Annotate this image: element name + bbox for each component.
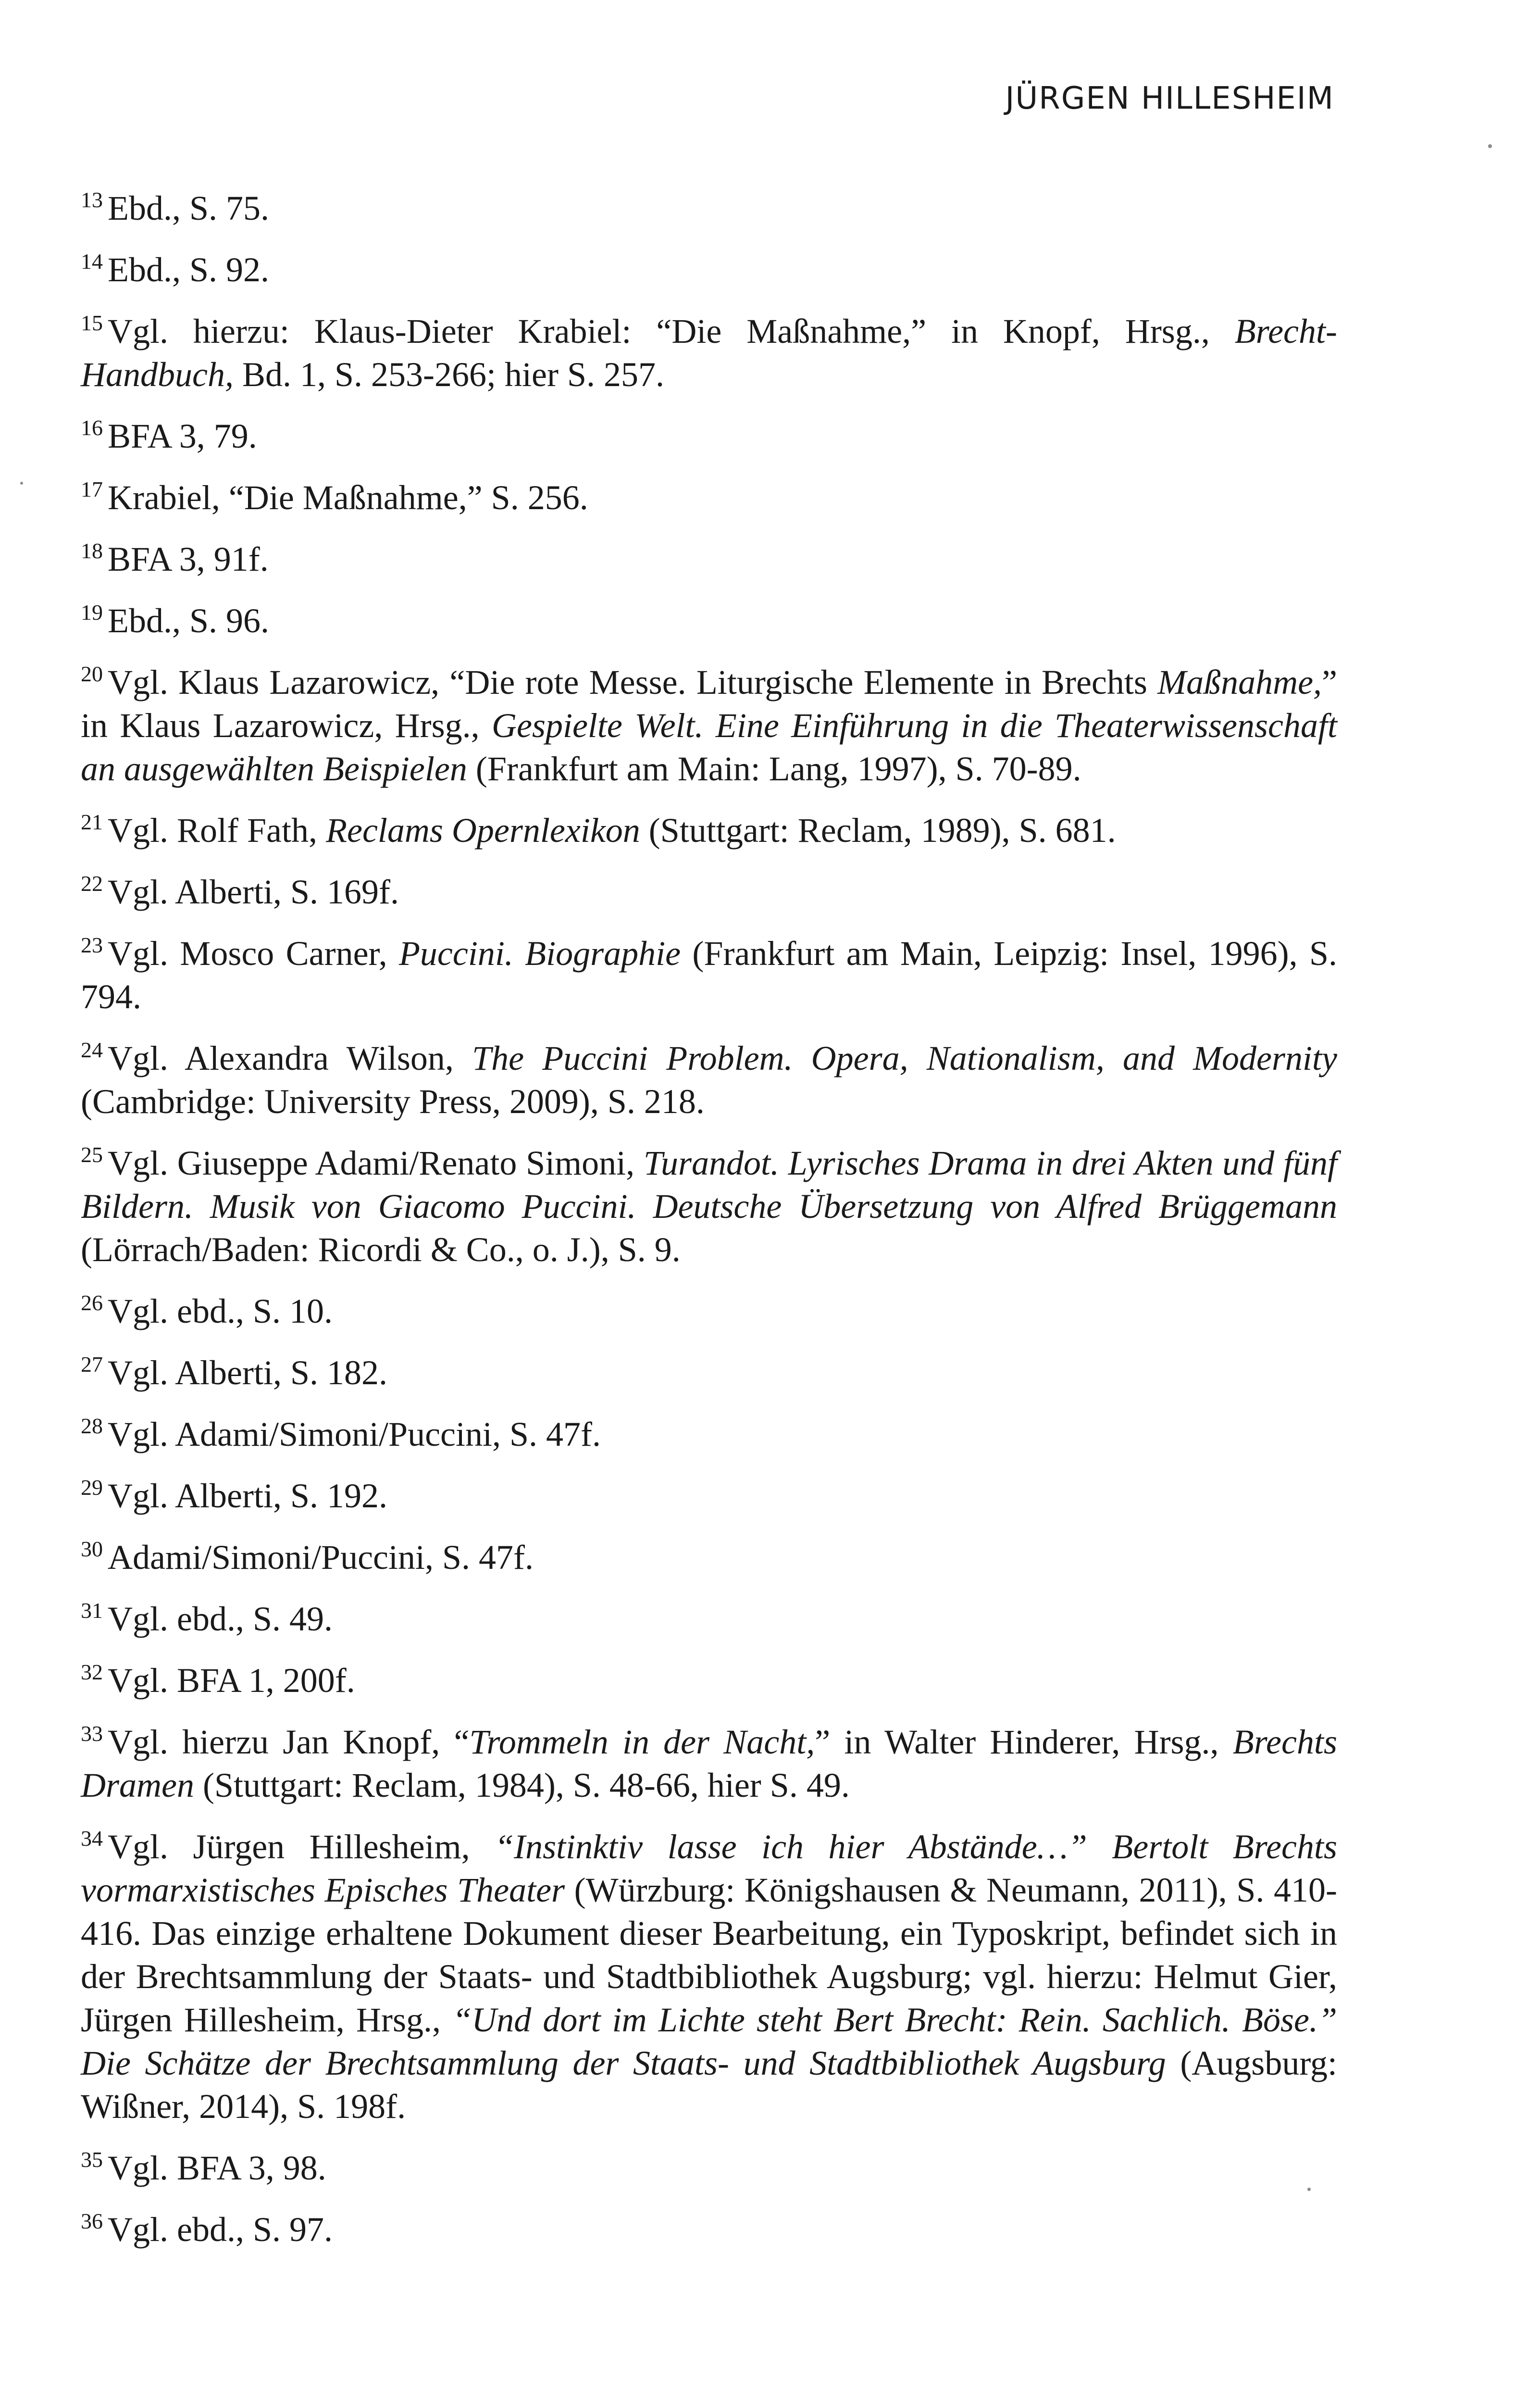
- endnote-31: [81, 1597, 1337, 1640]
- endnote-28: [81, 1413, 1337, 1456]
- endnote-19: [81, 599, 1337, 642]
- endnote-number: 22: [81, 871, 103, 896]
- endnote-italic-text: Turandot. Lyrisches Drama in drei Akten und fünf Bildern. Musik von Giacomo Puccini. Deutsche Übersetzung von Alfred Brüggemann: [81, 1144, 1338, 1226]
- endnote-33: [81, 1720, 1337, 1807]
- endnote-number: 35: [81, 2147, 103, 2172]
- endnote-number: 32: [81, 1660, 103, 1684]
- endnote-italic-text: “Instinktiv lasse ich hier Abstände…” Bertolt Brechts vormarxistisches Episches Theater: [81, 1828, 1337, 1909]
- endnotes-list: [81, 187, 1337, 2269]
- endnote-text: Vgl. hierzu: Klaus-Dieter Krabiel: “Die Maßnahme,” in Knopf, Hrsg.,: [108, 312, 1235, 351]
- endnote-text: Adami/Simoni/Puccini, S. 47f.: [108, 1538, 534, 1577]
- endnote-text: (Frankfurt am Main, Leipzig: Insel, 1996), S. 794.: [81, 934, 1338, 1016]
- endnote-number: 25: [81, 1142, 103, 1167]
- endnote-text: Ebd., S. 96.: [108, 601, 270, 640]
- endnote-text: (Stuttgart: Reclam, 1984), S. 48-66, hier S. 49.: [194, 1766, 850, 1804]
- endnote-text: Vgl. hierzu Jan Knopf, “: [108, 1723, 470, 1761]
- endnote-text: Bd. 1, S. 253-266; hier S. 257.: [233, 355, 664, 394]
- endnote-text: Vgl. Alberti, S. 192.: [108, 1477, 388, 1515]
- endnote-italic-text: Reclams Opernlexikon: [326, 811, 640, 850]
- endnote-text: (Lörrach/Baden: Ricordi & Co., o. J.), S. 9.: [81, 1230, 681, 1269]
- endnote-italic-text: Trommeln in der Nacht,: [469, 1723, 815, 1761]
- endnote-text: Vgl. Jürgen Hillesheim,: [108, 1828, 495, 1866]
- endnote-24: [81, 1037, 1337, 1123]
- endnote-number: 21: [81, 810, 103, 834]
- endnote-18: [81, 538, 1337, 581]
- endnote-number: 19: [81, 600, 103, 625]
- endnote-text: Vgl. Adami/Simoni/Puccini, S. 47f.: [108, 1415, 601, 1453]
- endnote-number: 23: [81, 933, 103, 957]
- endnote-13: [81, 187, 1337, 230]
- scan-speck: [1488, 144, 1492, 148]
- endnote-17: [81, 476, 1337, 519]
- endnote-21: [81, 809, 1337, 852]
- endnote-36: [81, 2208, 1337, 2251]
- endnote-text: Vgl. Alberti, S. 169f.: [108, 873, 399, 911]
- endnote-30: [81, 1536, 1337, 1579]
- endnote-number: 24: [81, 1038, 103, 1062]
- endnote-italic-text: The Puccini Problem. Opera, Nationalism, and Modernity: [472, 1039, 1337, 1077]
- endnote-20: [81, 661, 1337, 790]
- scan-speck: [1307, 2188, 1311, 2191]
- endnote-number: 13: [81, 188, 103, 212]
- endnote-14: [81, 248, 1337, 291]
- endnote-number: 33: [81, 1721, 103, 1746]
- endnote-34: [81, 1825, 1337, 2128]
- endnote-italic-text: Gespielte Welt. Eine Einführung in die Theaterwissenschaft an ausgewählten Beispielen: [81, 706, 1338, 788]
- endnote-number: 17: [81, 477, 103, 501]
- endnote-number: 15: [81, 311, 103, 335]
- endnote-number: 28: [81, 1414, 103, 1438]
- endnote-text: Vgl. BFA 1, 200f.: [108, 1661, 355, 1700]
- endnote-number: 26: [81, 1290, 103, 1315]
- endnote-text: Vgl. Alberti, S. 182.: [108, 1353, 388, 1392]
- endnote-text: Vgl. BFA 3, 98.: [108, 2149, 326, 2187]
- running-head-author: JÜRGEN HILLESHEIM: [1005, 81, 1334, 116]
- endnote-number: 31: [81, 1598, 103, 1623]
- endnote-text: Krabiel, “Die Maßnahme,” S. 256.: [108, 478, 588, 517]
- endnote-italic-text: Puccini. Biographie: [398, 934, 681, 973]
- endnote-text: Vgl. ebd., S. 10.: [108, 1292, 333, 1330]
- endnote-text: Vgl. Mosco Carner,: [108, 934, 399, 973]
- endnote-text: Vgl. Alexandra Wilson,: [108, 1039, 472, 1077]
- endnote-16: [81, 414, 1337, 458]
- endnote-text: (Frankfurt am Main: Lang, 1997), S. 70-89.: [467, 750, 1081, 788]
- endnote-text: BFA 3, 91f.: [108, 540, 269, 578]
- endnote-text: Vgl. Klaus Lazarowicz, “Die rote Messe. Liturgische Elemente in Brechts: [108, 663, 1158, 701]
- endnote-text: ” in Klaus Lazarowicz, Hrsg.,: [81, 663, 1337, 745]
- endnote-text: Vgl. Giuseppe Adami/Renato Simoni,: [108, 1144, 644, 1182]
- endnote-italic-text: Maßnahme,: [1157, 663, 1322, 701]
- endnote-number: 27: [81, 1352, 103, 1377]
- endnote-22: [81, 870, 1337, 914]
- endnote-32: [81, 1659, 1337, 1702]
- endnote-23: [81, 932, 1337, 1018]
- endnote-text: Ebd., S. 75.: [108, 189, 270, 227]
- endnote-29: [81, 1474, 1337, 1517]
- endnote-number: 14: [81, 249, 103, 274]
- endnote-text: (Cambridge: University Press, 2009), S. 218.: [81, 1082, 705, 1121]
- endnote-number: 18: [81, 538, 103, 563]
- endnote-italic-text: Brechts Dramen: [81, 1723, 1337, 1804]
- endnote-number: 20: [81, 662, 103, 686]
- endnote-text: ” in Walter Hinderer, Hrsg.,: [815, 1723, 1233, 1761]
- scan-speck: [20, 482, 23, 485]
- endnote-number: 34: [81, 1826, 103, 1851]
- endnote-15: [81, 310, 1337, 396]
- endnote-italic-text: Brecht-Handbuch,: [81, 312, 1337, 394]
- endnote-text: (Würzburg: Königshausen & Neumann, 2011), S. 410-416. Das einzige erhaltene Dokument dieser Bearbeitung, ein Typoskript, befindet sich in der Brechtsammlung der Staats- und Stadtbibliothek Augsburg; vgl. hierzu: Helmut Gier, Jürgen Hillesheim, Hrsg.,: [81, 1871, 1337, 2039]
- endnote-italic-text: “Und dort im Lichte steht Bert Brecht: Rein. Sachlich. Böse.” Die Schätze der Brechtsammlung der Staats- und Stadtbibliothek Augsburg: [81, 2001, 1338, 2082]
- endnote-25: [81, 1141, 1337, 1271]
- endnote-text: Vgl. ebd., S. 49.: [108, 1600, 333, 1638]
- endnote-text: BFA 3, 79.: [108, 417, 257, 455]
- endnote-27: [81, 1351, 1337, 1394]
- endnote-26: [81, 1290, 1337, 1333]
- endnote-text: (Augsburg: Wißner, 2014), S. 198f.: [81, 2044, 1338, 2126]
- endnote-text: Ebd., S. 92.: [108, 250, 270, 289]
- endnote-35: [81, 2146, 1337, 2190]
- endnote-number: 16: [81, 415, 103, 440]
- endnote-text: Vgl. ebd., S. 97.: [108, 2210, 333, 2249]
- endnote-text: Vgl. Rolf Fath,: [108, 811, 326, 850]
- endnote-text: (Stuttgart: Reclam, 1989), S. 681.: [640, 811, 1116, 850]
- endnote-number: 30: [81, 1537, 103, 1561]
- endnote-number: 29: [81, 1475, 103, 1500]
- endnote-number: 36: [81, 2209, 103, 2233]
